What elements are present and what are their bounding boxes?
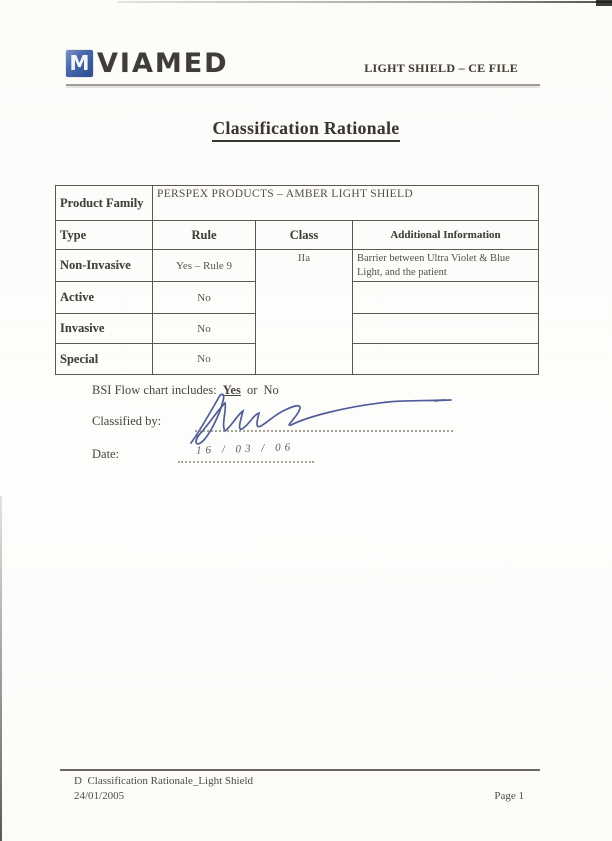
col-header-type: Type (56, 221, 153, 250)
type-invasive: Invasive (56, 314, 153, 344)
info-active (353, 282, 539, 314)
info-invasive (353, 314, 539, 344)
header-divider (66, 84, 540, 86)
footer-document-reference: D Classification Rationale_Light Shield (74, 775, 254, 787)
company-logo (66, 48, 229, 79)
footer-date: 24/01/2005 (74, 790, 125, 802)
table-header-row (56, 221, 539, 250)
signature-dotted-line (195, 430, 453, 432)
handwritten-date: 16 / 03 / 06 (195, 441, 295, 457)
bsi-no-option: No (263, 383, 279, 397)
date-dotted-line (178, 461, 314, 463)
rule-invasive: No (153, 314, 256, 344)
logo-m-icon: M (66, 50, 93, 77)
product-family-value: PERSPEX PRODUCTS – AMBER LIGHT SHIELD (153, 186, 539, 221)
footer-page-number: Page 1 (494, 790, 524, 802)
type-active: Active (56, 282, 153, 314)
table-row (56, 250, 539, 282)
col-header-class: Class (256, 221, 353, 250)
col-header-rule: Rule (153, 221, 256, 250)
bsi-or-text: or (246, 383, 258, 397)
info-special (353, 344, 539, 375)
classified-by-label: Classified by: (92, 414, 162, 428)
file-reference-label: LIGHT SHIELD – CE FILE (364, 61, 518, 75)
col-header-additional-info: Additional Information (353, 221, 539, 250)
scan-edge-artifact-top (118, 1, 612, 3)
product-family-row (56, 186, 539, 221)
scan-edge-artifact-corner (596, 0, 612, 6)
footer-divider (60, 769, 540, 771)
class-value-cell: IIa (256, 250, 353, 375)
bsi-flowchart-prefix: BSI Flow chart includes: (92, 383, 217, 397)
type-non-invasive: Non-Invasive (56, 250, 153, 282)
handwritten-signature (183, 387, 455, 445)
date-label: Date: (92, 447, 120, 461)
rule-special: No (153, 344, 256, 375)
type-special: Special (56, 344, 153, 375)
title-container (0, 118, 612, 142)
info-non-invasive: Barrier between Ultra Violet & Blue Light, and the patient (353, 250, 539, 282)
logo-wordmark: VIAMED (97, 48, 229, 79)
scan-edge-artifact-left (0, 496, 2, 841)
bsi-yes-option: Yes (222, 383, 241, 397)
rule-active: No (153, 282, 256, 314)
rule-non-invasive: Yes – Rule 9 (153, 250, 256, 282)
classification-table (55, 185, 539, 375)
product-family-label: Product Family (56, 186, 153, 221)
document-title: Classification Rationale (212, 118, 399, 142)
